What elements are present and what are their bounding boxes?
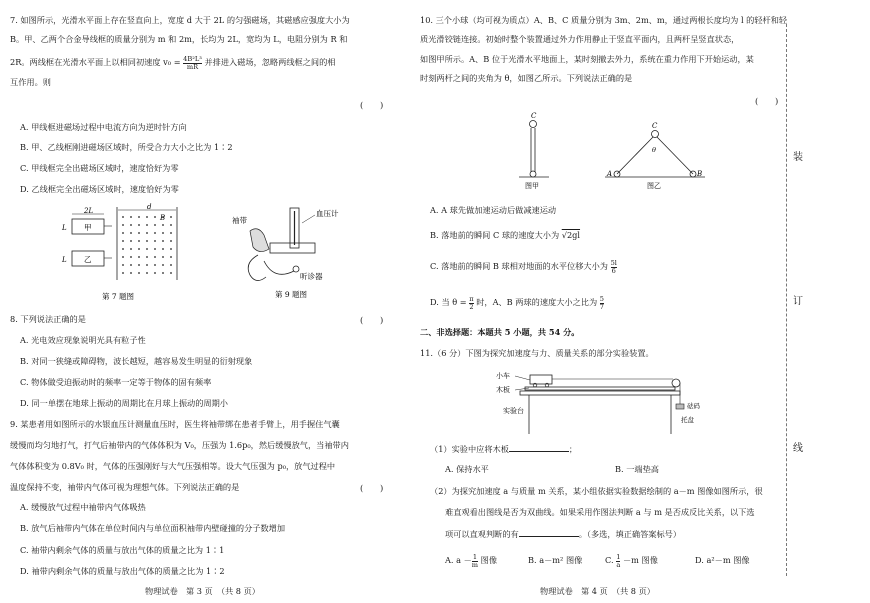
q9-line-4: 温度保持不变，袖带内气体可视为理想气体。下列说法正确的是 [10,482,240,492]
weight-block [676,404,684,409]
q9-option-b: B. 放气后袖带内气体在单位时间内与单位面积袖带内壁碰撞的分子数增加 [20,523,286,533]
q9-option-a: A. 缓慢放气过程中袖带内气体吸热 [20,502,146,512]
label-stethoscope: 听诊器 [300,272,323,281]
magnetic-field-dots [122,216,172,274]
label-c-jia: C [531,112,537,120]
q10-line-1: 10. 三个小球（均可视为质点）A、B、C 质量分别为 3m、2m、m，通过两根长度均为 l 的轻杆和轻 [420,15,788,25]
q11-part-2-line-3: 项可以直观判断的有 。（多选，填正确答案标号） [445,529,682,539]
q10-answer-paren: ( ) [755,96,779,106]
tube [248,255,266,281]
q9-answer-paren: ( ) [360,483,384,493]
figure-11-apparatus [495,366,700,438]
q7-option-a: A. 甲线框进磁场过程中电流方向为逆时针方向 [20,122,187,132]
left-footer: 物理试卷 第 3 页 （共 8 页） [145,586,260,596]
label-meter: 血压计 [316,209,339,218]
ball-c-yi [652,131,659,138]
q7-answer-paren: ( ) [360,100,384,110]
q8-stem: 8. 下列说法正确的是 [10,314,86,324]
q9-line-2: 缓慢而均匀地打气，打气后袖带内的气体体积为 V₀，压强为 1.6p₀，然后缓慢放气，当袖带内 [10,440,349,450]
q11-part-2-line-1: （2）为探究加速度 a 与质量 m 关系，某小组依据实验数据绘制的 a－m 图像如图所示，很 [430,486,763,496]
binding-char-3: 线 [793,443,803,454]
car-leader [515,376,530,380]
label-l-jia: L [62,224,67,232]
q11-stem: 11.（6 分）下图为探究加速度与力、质量关系的部分实验装置。 [420,348,654,358]
q8-option-b: B. 对同一狭缝或障碍物，波长越短，越容易发生明显的衍射现象 [20,356,253,366]
label-jia: 甲 [84,223,92,232]
q7-line-4: 互作用。则 [10,77,51,87]
q7-line-2: B。甲、乙两个合金导线框的质量分别为 m 和 2m，长均为 2L，宽均为 L，电阻分别为 R 和 [10,34,348,44]
label-a-yi: A [607,170,613,178]
q11-option-d: D. a²－m 图像 [695,555,750,565]
q11-part-2-line-2: 难直观看出图线是否为双曲线。如果采用作图法判断 a 与 m 是否成反比关系，以下选 [445,507,755,517]
label-c-yi: C [652,122,658,130]
balls-ab-jia [530,171,536,177]
q11-part-1-option-b: B. 一端垫高 [615,464,659,474]
label-theta: θ [652,146,656,154]
stethoscope-head [293,266,299,272]
table-top [520,391,680,395]
q11-part-1: （1）实验中应将木板 ； [430,444,578,454]
q10-option-c: C. 落地前的瞬间 B 球相对地面的水平位移大小为 $\frac{5l}{6}$ [430,258,617,275]
q10-option-b: B. 落地前的瞬间 C 球的速度大小为 √2gl [430,230,581,240]
meter-leader [302,215,315,223]
label-yi: 乙 [84,255,92,264]
q7-option-b: B. 甲、乙线框刚进磁场区域时，所受合力大小之比为 1∶2 [20,142,233,152]
q10-line-4: 时刻两杆之间的夹角为 θ，如图乙所示。下列说法正确的是 [420,73,633,83]
label-b-yi: B [697,170,703,178]
label-2l: 2L [84,207,94,215]
q8-option-c: C. 物体做受迫振动时的频率一定等于物体的固有频率 [20,377,212,387]
pulley [672,379,680,387]
q7-line-1: 7. 如图所示，光滑水平面上存在竖直向上，宽度 d 大于 2L 的匀强磁场，其磁感应强度大小为 [10,15,350,25]
right-footer: 物理试卷 第 4 页 （共 8 页） [540,586,655,596]
figure-7-caption: 第 7 题图 [102,292,135,301]
q8-option-a: A. 光电效应现象说明光具有粒子性 [20,335,146,345]
binding-char-1: 装 [793,152,803,163]
cuff-arm [250,229,269,252]
v0-fraction: $\frac{\text{4B²L³}}{mR}$ [183,54,202,71]
caption-yi: 图乙 [647,182,661,190]
q10-line-2: 质光滑铰链连接。初始时整个装置通过外力作用静止于竖直平面内，且两杆呈竖直状态， [420,34,740,44]
q11-option-a: A. a － $\frac{1}{m}$ 图像 [445,552,498,569]
label-table: 实验台 [503,407,524,415]
q9-line-3: 气体体积变为 0.8V₀ 时，气体的压强刚好与大气压强相等。设大气压强为 p₀，放气过程中 [10,461,336,471]
q7-option-c: C. 甲线框完全出磁场区域时，速度恰好为零 [20,163,179,173]
label-board: 木板 [496,386,510,394]
label-hanger: 托盘 [681,416,694,424]
q11-part-1-option-a: A. 保持水平 [445,464,489,474]
q9-option-d: D. 袖带内剩余气体的质量与放出气体的质量之比为 1∶2 [20,566,225,576]
label-d: d [147,203,152,211]
figure-9 [230,203,360,303]
figure-7 [60,205,190,303]
q8-option-d: D. 同一单摆在地球上振动的周期比在月球上振动的周期小 [20,398,228,408]
q7-option-d: D. 乙线框完全出磁场区域时，速度恰好为零 [20,184,179,194]
q10-option-d: D. 当 θ = $\frac{\pi}{2}$ 时，A、B 两球的速度大小之比为 $\frac{5}{7}$ [430,294,604,311]
label-car: 小车 [496,372,510,380]
caption-jia: 图甲 [525,182,539,190]
ball-c-jia [530,121,537,128]
board [525,387,675,390]
rod-a-yi [617,137,653,174]
binding-char-2: 订 [793,296,803,307]
q10-line-3: 如图甲所示。A、B 位于光滑水平地面上，某时刻撤去外力，系统在重力作用下开始运动，某 [420,54,754,64]
binding-margin [786,24,815,576]
q8-answer-paren: ( ) [360,315,384,325]
q9-option-c: C. 袖带内剩余气体的质量与放出气体的质量之比为 1∶1 [20,545,225,555]
cart [530,375,552,384]
rod-b-yi [657,137,693,174]
q10-option-a: A. A 球先做加速运动后做减速运动 [430,205,557,215]
q9-line-1: 9. 某患者用如图所示的水银血压计测量血压时，医生将袖带绑在患者手臂上，用手握住气囊 [10,419,340,429]
label-weight: 砝码 [687,402,700,410]
left-page [0,0,405,603]
label-b-field: B [160,214,166,222]
q7-line-3: 2R。两线框在光滑水平面上以相同初速度 v₀ = $\frac{\text{4B²L³}}{mR}$ 并排进入磁场，忽略两线框之间的相 [10,54,336,71]
label-l-yi: L [62,256,67,264]
stethoscope-tube [264,261,294,274]
q11-option-c: C. $\frac{1}{a}$ －m 图像 [605,552,658,569]
figure-10 [505,110,725,192]
label-bag: 袖带 [232,216,247,225]
section-2-title: 二、非选择题：本题共 5 小题，共 54 分。 [420,327,580,337]
q11-option-b: B. a－m² 图像 [528,555,583,565]
figure-9-caption: 第 9 题图 [275,290,308,299]
